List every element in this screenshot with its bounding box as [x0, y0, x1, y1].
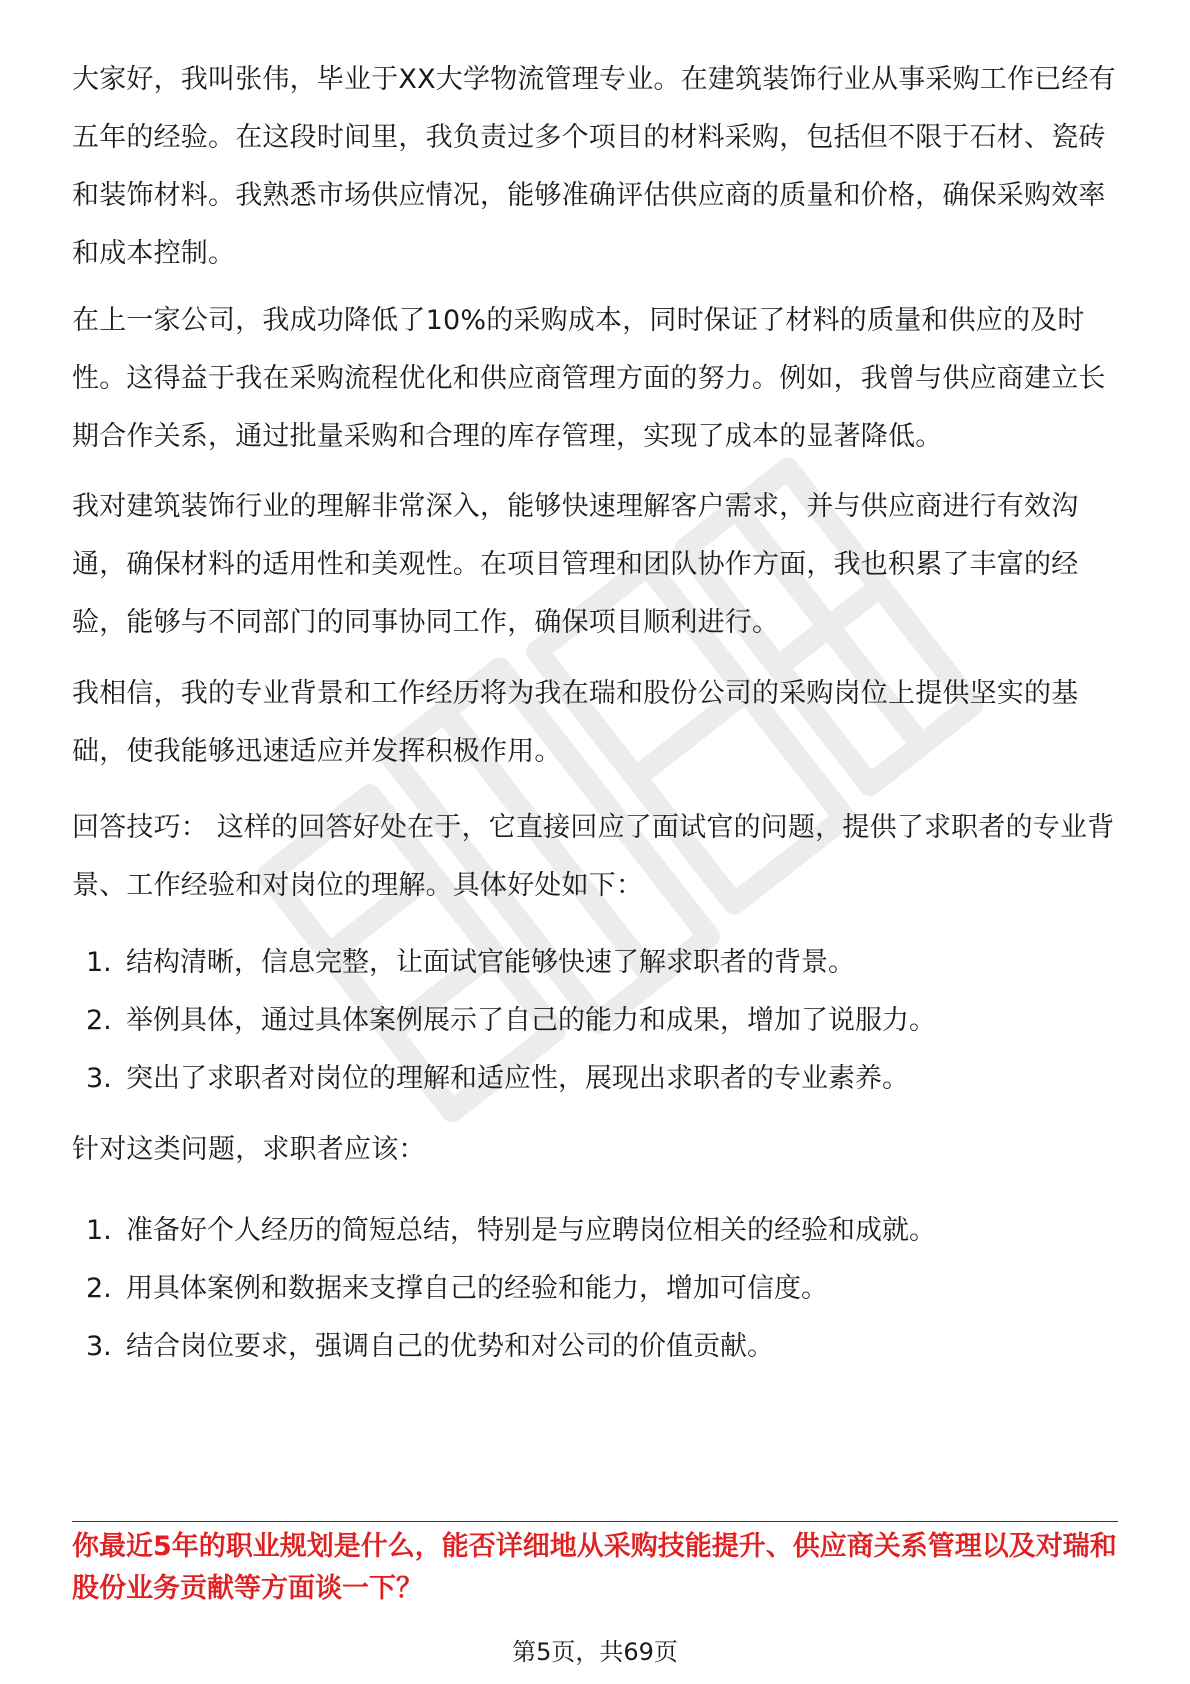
list-text: 突出了求职者对岗位的理解和适应性，展现出求职者的专业素养。 [126, 1063, 909, 1094]
advice-list [72, 1202, 1118, 1376]
list-item [72, 934, 1118, 992]
list-number: 1. [86, 1215, 112, 1246]
next-question-heading: 你最近5年的职业规划是什么，能否详细地从采购技能提升、供应商关系管理以及对瑞和股份业务贡献等方面谈一下？ [72, 1531, 1117, 1604]
tips-paragraph: 回答技巧： 这样的回答好处在于，它直接回应了面试官的问题，提供了求职者的专业背景、工作经验和对岗位的理解。具体好处如下： [72, 812, 1115, 901]
list-text: 结构清晰，信息完整，让面试官能够快速了解求职者的背景。 [126, 947, 855, 978]
section-divider [72, 1521, 1118, 1522]
belief-paragraph: 我相信，我的专业背景和工作经历将为我在瑞和股份公司的采购岗位上提供坚实的基础，使我能够迅速适应并发挥积极作用。 [72, 678, 1079, 767]
list-item [72, 992, 1118, 1050]
benefits-list [72, 934, 1118, 1108]
intro-paragraph: 大家好，我叫张伟，毕业于XX大学物流管理专业。在建筑装饰行业从事采购工作已经有五年的经验。在这段时间里，我负责过多个项目的材料采购，包括但不限于石材、瓷砖和装饰材料。我熟悉市场供应情况，能够准确评估供应商的质量和价格，确保采购效率和成本控制。 [72, 64, 1116, 269]
list-text: 举例具体，通过具体案例展示了自己的能力和成果，增加了说服力。 [126, 1005, 936, 1036]
list-item [72, 1318, 1118, 1376]
page-number-footer: 第5页，共69页 [512, 1638, 678, 1666]
advice-heading: 针对这类问题，求职者应该： [72, 1134, 426, 1165]
industry-paragraph: 我对建筑装饰行业的理解非常深入，能够快速理解客户需求，并与供应商进行有效沟通，确保材料的适用性和美观性。在项目管理和团队协作方面，我也积累了丰富的经验，能够与不同部门的同事协同工作，确保项目顺利进行。 [72, 491, 1079, 638]
list-item [72, 1260, 1118, 1318]
list-number: 3. [86, 1331, 112, 1362]
list-text: 准备好个人经历的简短总结，特别是与应聘岗位相关的经验和成就。 [126, 1215, 936, 1246]
list-item [72, 1202, 1118, 1260]
list-number: 3. [86, 1063, 112, 1094]
list-text: 结合岗位要求，强调自己的优势和对公司的价值贡献。 [126, 1331, 774, 1362]
list-number: 2. [86, 1005, 112, 1036]
list-item [72, 1050, 1118, 1108]
list-number: 1. [86, 947, 112, 978]
achievement-paragraph: 在上一家公司，我成功降低了10%的采购成本，同时保证了材料的质量和供应的及时性。这得益于我在采购流程优化和供应商管理方面的努力。例如，我曾与供应商建立长期合作关系，通过批量采购和合理的库存管理，实现了成本的显著降低。 [72, 305, 1106, 452]
list-number: 2. [86, 1273, 112, 1304]
list-text: 用具体案例和数据来支撑自己的经验和能力，增加可信度。 [126, 1273, 828, 1304]
